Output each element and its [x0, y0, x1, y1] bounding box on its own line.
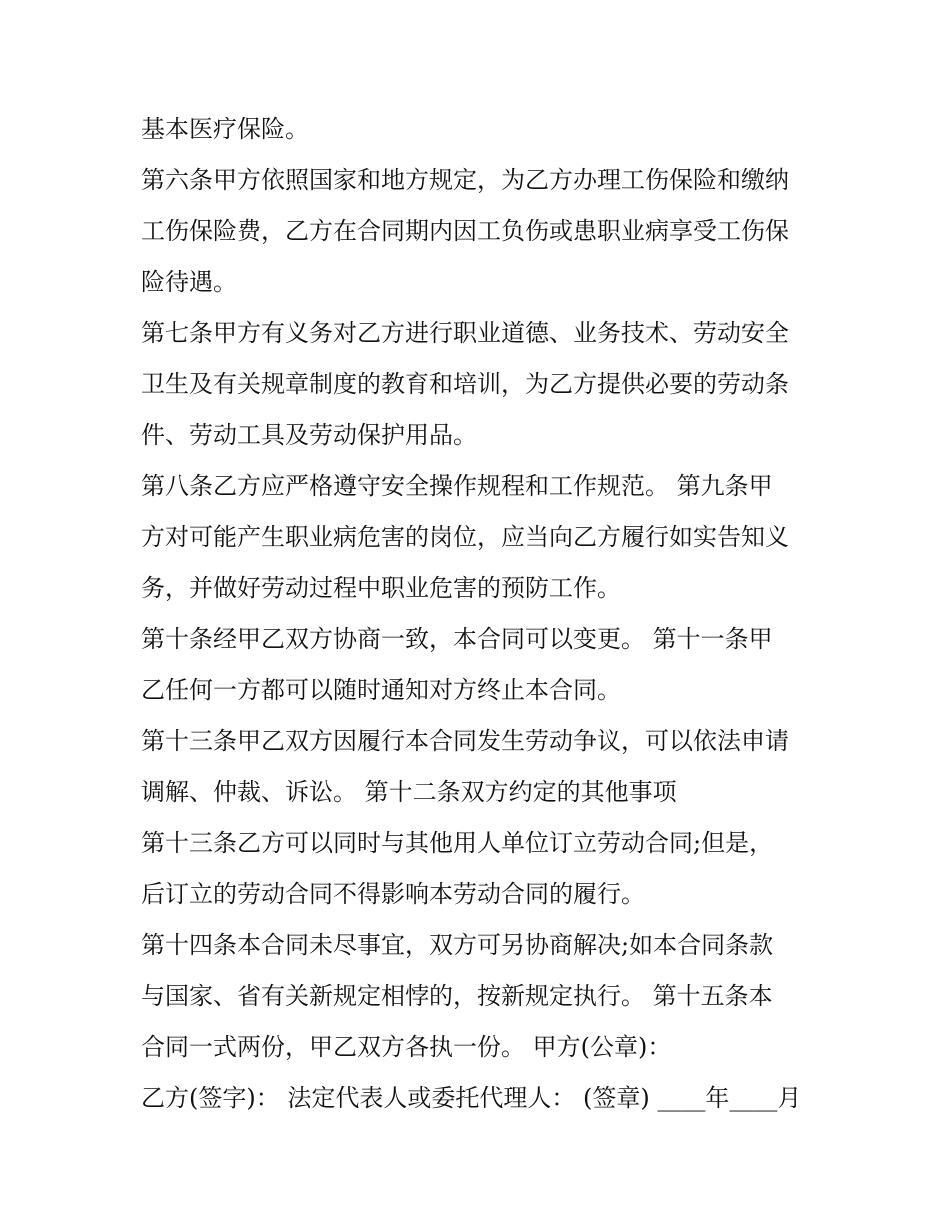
text-line-20: 乙方(签字)： 法定代表人或委托代理人： (签章) ____年____月: [141, 1084, 802, 1112]
text-line-8: 第八条乙方应严格遵守安全操作规程和工作规范。 第九条甲: [141, 472, 773, 500]
text-line-5: 第七条甲方有义务对乙方进行职业道德、业务技术、劳动安全: [141, 319, 789, 347]
text-line-11: 第十条经甲乙双方协商一致，本合同可以变更。 第十一条甲: [141, 625, 773, 653]
text-line-12: 乙任何一方都可以随时通知对方终止本合同。: [141, 676, 621, 704]
text-line-18: 与国家、省有关新规定相悖的，按新规定执行。 第十五条本: [141, 982, 773, 1010]
contract-body-text: [141, 104, 831, 1124]
text-line-9: 方对可能产生职业病危害的岗位，应当向乙方履行如实告知义: [141, 523, 789, 551]
text-line-17: 第十四条本合同未尽事宜，双方可另协商解决;如本合同条款: [141, 931, 774, 959]
text-line-7: 件、劳动工具及劳动保护用品。: [141, 421, 477, 449]
text-line-14: 调解、仲裁、诉讼。 第十二条双方约定的其他事项: [141, 778, 677, 806]
text-line-3: 工伤保险费，乙方在合同期内因工负伤或患职业病享受工伤保: [141, 217, 789, 245]
text-line-6: 卫生及有关规章制度的教育和培训，为乙方提供必要的劳动条: [141, 370, 789, 398]
text-line-2: 第六条甲方依照国家和地方规定，为乙方办理工伤保险和缴纳: [141, 166, 789, 194]
text-line-13: 第十三条甲乙双方因履行本合同发生劳动争议，可以依法申请: [141, 727, 789, 755]
text-line-15: 第十三条乙方可以同时与其他用人单位订立劳动合同;但是，: [141, 829, 774, 857]
text-line-10: 务，并做好劳动过程中职业危害的预防工作。: [141, 574, 621, 602]
text-line-16: 后订立的劳动合同不得影响本劳动合同的履行。: [141, 880, 645, 908]
text-line-19: 合同一式两份，甲乙双方各执一份。 甲方(公章)：: [141, 1033, 672, 1061]
text-line-1: 基本医疗保险。: [141, 115, 309, 143]
text-line-4: 险待遇。: [141, 268, 237, 296]
